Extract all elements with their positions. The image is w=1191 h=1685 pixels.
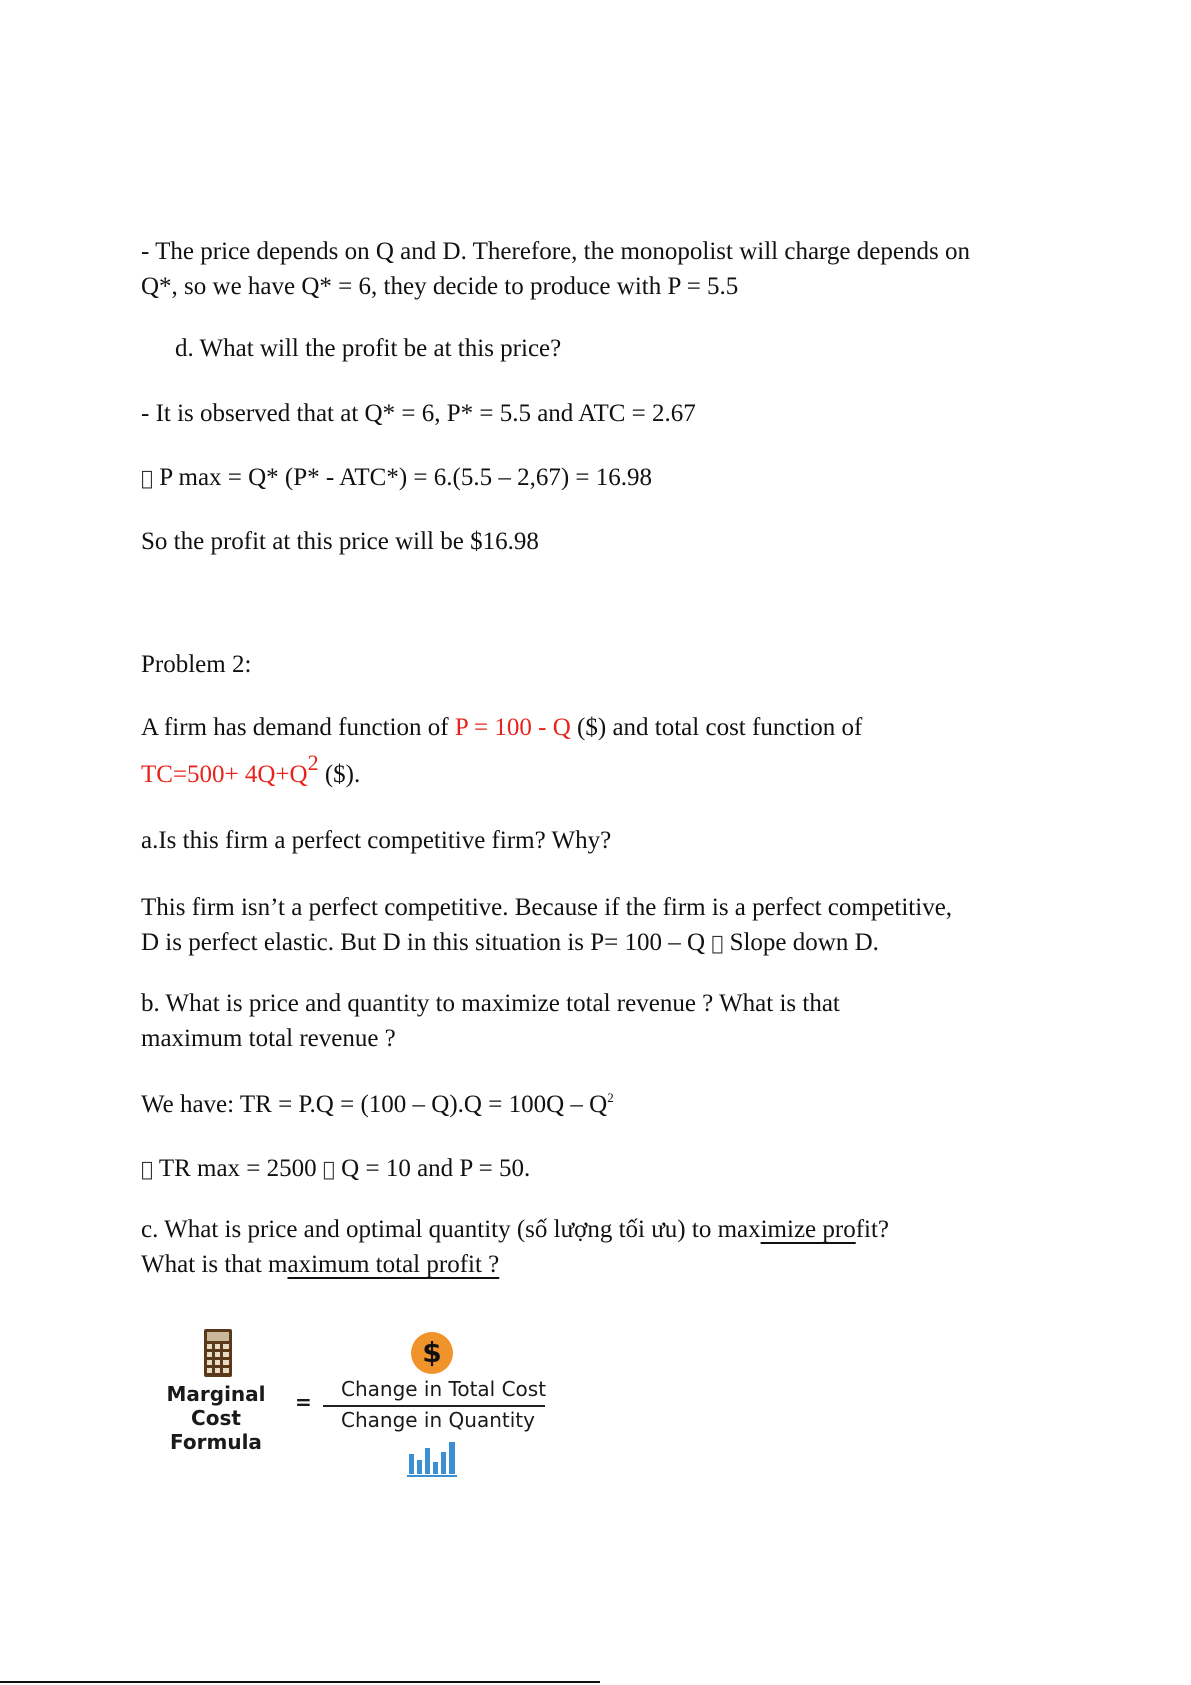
d-conclusion: So the profit at this price will be $16.98 (141, 528, 539, 555)
dollar-coin-icon: $ (411, 1332, 453, 1374)
page-bottom-rule (0, 1681, 600, 1683)
formula-numerator: Change in Total Cost (341, 1377, 547, 1401)
question-b-line1: b. What is price and quantity to maximize total revenue ? What is that (141, 990, 840, 1017)
calculator-icon (203, 1328, 233, 1378)
bar-chart-icon (407, 1440, 459, 1478)
question-c-line1: c. What is price and optimal quantity (số lượng tối ưu) to maximize profit? (141, 1216, 890, 1243)
c-answer-line2: Q*, so we have Q* = 6, they decide to produce with P = 5.5 (141, 273, 739, 300)
arrow-glyph-icon (711, 926, 723, 960)
arrow-glyph-icon (141, 461, 153, 495)
b-total-revenue: We have: TR = $P.Q = (100 - Q).Q = 100Q - Q^2$ (141, 1090, 614, 1118)
question-b-line2: maximum total revenue ? (141, 1025, 396, 1052)
b-max-revenue: TR max = 2500 Q = 10 and P = 50. (141, 1152, 530, 1186)
question-a: a.Is this firm a perfect competitive firm? Why? (141, 827, 612, 854)
equals-sign: = (295, 1390, 312, 1414)
a-answer-line2: D is perfect elastic. But D in this situation is P= 100 – Q Slope down D. (141, 926, 879, 960)
demand-function: P = 100 - Q (454, 714, 571, 741)
total-cost-function: $TC=500+ 4Q+Q^2$ ($). (141, 750, 361, 788)
d-profit-formula: P max = Q* (P* - ATC*) = 6.(5.5 – 2,67) = 16.98 (141, 461, 652, 495)
problem2-title: Problem 2: (141, 651, 252, 678)
formula-denominator: Change in Quantity (341, 1408, 535, 1432)
marginal-cost-formula-figure (141, 1320, 561, 1490)
marginal-cost-label: Marginal Cost Formula (166, 1382, 266, 1454)
arrow-glyph-icon (141, 1152, 153, 1186)
arrow-glyph-icon (323, 1152, 335, 1186)
c-answer-line1: - The price depends on Q and D. Therefore, the monopolist will charge depends on (141, 238, 970, 265)
question-c-line2: What is that maximum total profit ? (141, 1251, 500, 1278)
a-answer-line1: This firm isn’t a perfect competitive. Because if the firm is a perfect competitive, (141, 894, 953, 921)
problem2-intro: A firm has demand function of P = 100 - Q ($) and total cost function of (141, 714, 863, 741)
fraction-bar (323, 1405, 545, 1407)
question-d: d. What will the profit be at this price? (175, 335, 562, 362)
d-observation: - It is observed that at Q* = 6, P* = 5.5 and ATC = 2.67 (141, 400, 696, 427)
